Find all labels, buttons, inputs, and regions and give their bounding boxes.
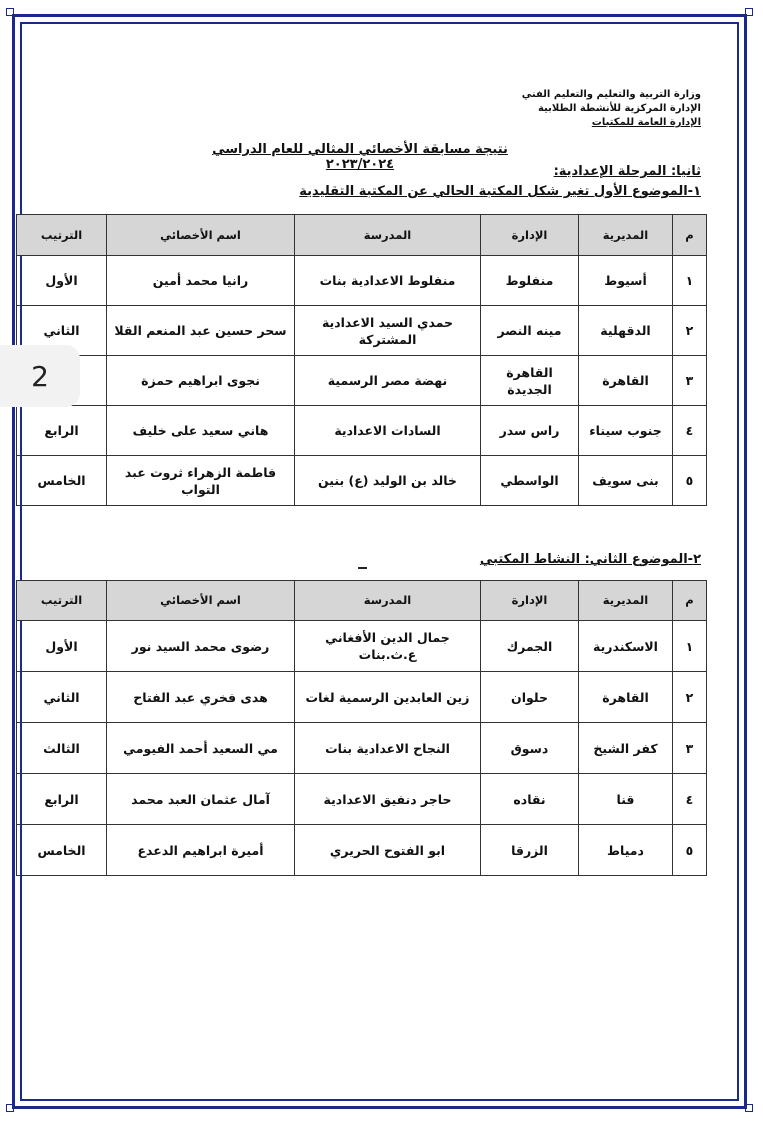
cell-school: جمال الدين الأفغاني ع.ث.بنات: [295, 621, 481, 672]
table-row: [17, 356, 707, 406]
cell-number: ١: [673, 621, 707, 672]
cell-specialist: هاني سعيد على خليف: [107, 406, 295, 456]
col-header: م: [673, 581, 707, 621]
table-row: [17, 825, 707, 876]
cell-specialist: رانيا محمد أمين: [107, 256, 295, 306]
cell-number: ٥: [673, 825, 707, 876]
cell-rank: الخامس: [17, 456, 107, 506]
cell-specialist: مي السعيد أحمد الفيومي: [107, 723, 295, 774]
table-row: [17, 774, 707, 825]
ministry-line: وزارة التربية والتعليم والتعليم الفني: [521, 89, 701, 100]
cell-specialist: هدى فخري عبد الفتاح: [107, 672, 295, 723]
ministry-line: الإدارة العامة للمكتبات: [591, 117, 701, 128]
col-header: الترتيب: [17, 581, 107, 621]
col-header: المدرسة: [295, 581, 481, 621]
cell-school: منفلوط الاعدادية بنات: [295, 256, 481, 306]
cell-administration: راس سدر: [481, 406, 579, 456]
cell-administration: منفلوط: [481, 256, 579, 306]
corner-ornament: [6, 8, 14, 16]
table-row: [17, 672, 707, 723]
topic1-heading: ١-الموضوع الأول تغير شكل المكتبة الحالي عن المكتبة التقليدية: [299, 184, 701, 199]
cell-directorate: بنى سويف: [579, 456, 673, 506]
col-header: م: [673, 215, 707, 256]
cell-school: النجاح الاعدادية بنات: [295, 723, 481, 774]
col-header: الإدارة: [481, 581, 579, 621]
cell-specialist: آمال عثمان العبد محمد: [107, 774, 295, 825]
cell-directorate: كفر الشيخ: [579, 723, 673, 774]
table-row: [17, 256, 707, 306]
cell-specialist: فاطمة الزهراء ثروت عبد التواب: [107, 456, 295, 506]
cell-school: خالد بن الوليد (ع) بنين: [295, 456, 481, 506]
table-row: [17, 723, 707, 774]
cell-school: حاجر دنفيق الاعدادية: [295, 774, 481, 825]
cell-rank: الأول: [17, 621, 107, 672]
topic2-heading: ٢-الموضوع الثاني: النشاط المكتبي: [479, 552, 701, 567]
cell-directorate: دمياط: [579, 825, 673, 876]
cell-administration: حلوان: [481, 672, 579, 723]
cell-directorate: الاسكندرية: [579, 621, 673, 672]
corner-ornament: [745, 1104, 753, 1112]
cell-administration: القاهرة الجديدة: [481, 356, 579, 406]
col-header: الإدارة: [481, 215, 579, 256]
cell-number: ٣: [673, 356, 707, 406]
table-header-row: [17, 215, 707, 256]
ministry-line: الإدارة المركزية للأنشطة الطلابية: [537, 103, 701, 114]
cell-number: ١: [673, 256, 707, 306]
corner-ornament: [745, 8, 753, 16]
cell-rank: الرابع: [17, 406, 107, 456]
ministry-header: [522, 88, 701, 130]
cell-number: ٥: [673, 456, 707, 506]
cell-directorate: القاهرة: [579, 356, 673, 406]
cell-number: ٢: [673, 672, 707, 723]
cell-number: ٢: [673, 306, 707, 356]
cell-directorate: أسيوط: [579, 256, 673, 306]
page-number-badge: 2: [0, 345, 80, 407]
cell-directorate: قنا: [579, 774, 673, 825]
cell-administration: الجمرك: [481, 621, 579, 672]
cell-school: نهضة مصر الرسمية: [295, 356, 481, 406]
table-row: [17, 406, 707, 456]
cell-school: زين العابدين الرسمية لغات: [295, 672, 481, 723]
cell-specialist: أميرة ابراهيم الدعدع: [107, 825, 295, 876]
topic2-results-table: [16, 580, 707, 876]
table-row: [17, 621, 707, 672]
col-header: المديرية: [579, 581, 673, 621]
cell-rank: الثاني: [17, 306, 107, 356]
cell-rank: الثاني: [17, 672, 107, 723]
corner-ornament: [6, 1104, 14, 1112]
col-header: المديرية: [579, 215, 673, 256]
cell-directorate: جنوب سيناء: [579, 406, 673, 456]
cell-specialist: نجوى ابراهيم حمزة: [107, 356, 295, 406]
col-header: اسم الأخصائي: [107, 215, 295, 256]
stage-heading: ثانيا: المرحلة الإعدادية:: [553, 164, 701, 179]
cell-rank: الأول: [17, 256, 107, 306]
table-row: [17, 306, 707, 356]
table-header-row: [17, 581, 707, 621]
cell-number: ٤: [673, 406, 707, 456]
cell-school: السادات الاعدادية: [295, 406, 481, 456]
cell-rank: الرابع: [17, 774, 107, 825]
cell-administration: نقاده: [481, 774, 579, 825]
cell-administration: مينه النصر: [481, 306, 579, 356]
cell-school: حمدي السيد الاعدادية المشتركة: [295, 306, 481, 356]
topic1-results-table: [16, 214, 707, 506]
cell-administration: دسوق: [481, 723, 579, 774]
cell-rank: الخامس: [17, 825, 107, 876]
cell-specialist: رضوى محمد السيد نور: [107, 621, 295, 672]
col-header: المدرسة: [295, 215, 481, 256]
cell-administration: الزرقا: [481, 825, 579, 876]
col-header: الترتيب: [17, 215, 107, 256]
dash-mark: [358, 567, 367, 569]
cell-rank: الثالث: [17, 723, 107, 774]
cell-school: ابو الفتوح الحريري: [295, 825, 481, 876]
cell-number: ٤: [673, 774, 707, 825]
col-header: اسم الأخصائي: [107, 581, 295, 621]
cell-number: ٣: [673, 723, 707, 774]
cell-administration: الواسطي: [481, 456, 579, 506]
cell-specialist: سحر حسين عبد المنعم القلا: [107, 306, 295, 356]
document-title: نتيجة مسابقة الأخصائي المثالي للعام الدراسي ٢٠٢٣/٢٠٢٤: [212, 142, 508, 172]
table-row: [17, 456, 707, 506]
cell-directorate: الدقهلية: [579, 306, 673, 356]
cell-directorate: القاهرة: [579, 672, 673, 723]
